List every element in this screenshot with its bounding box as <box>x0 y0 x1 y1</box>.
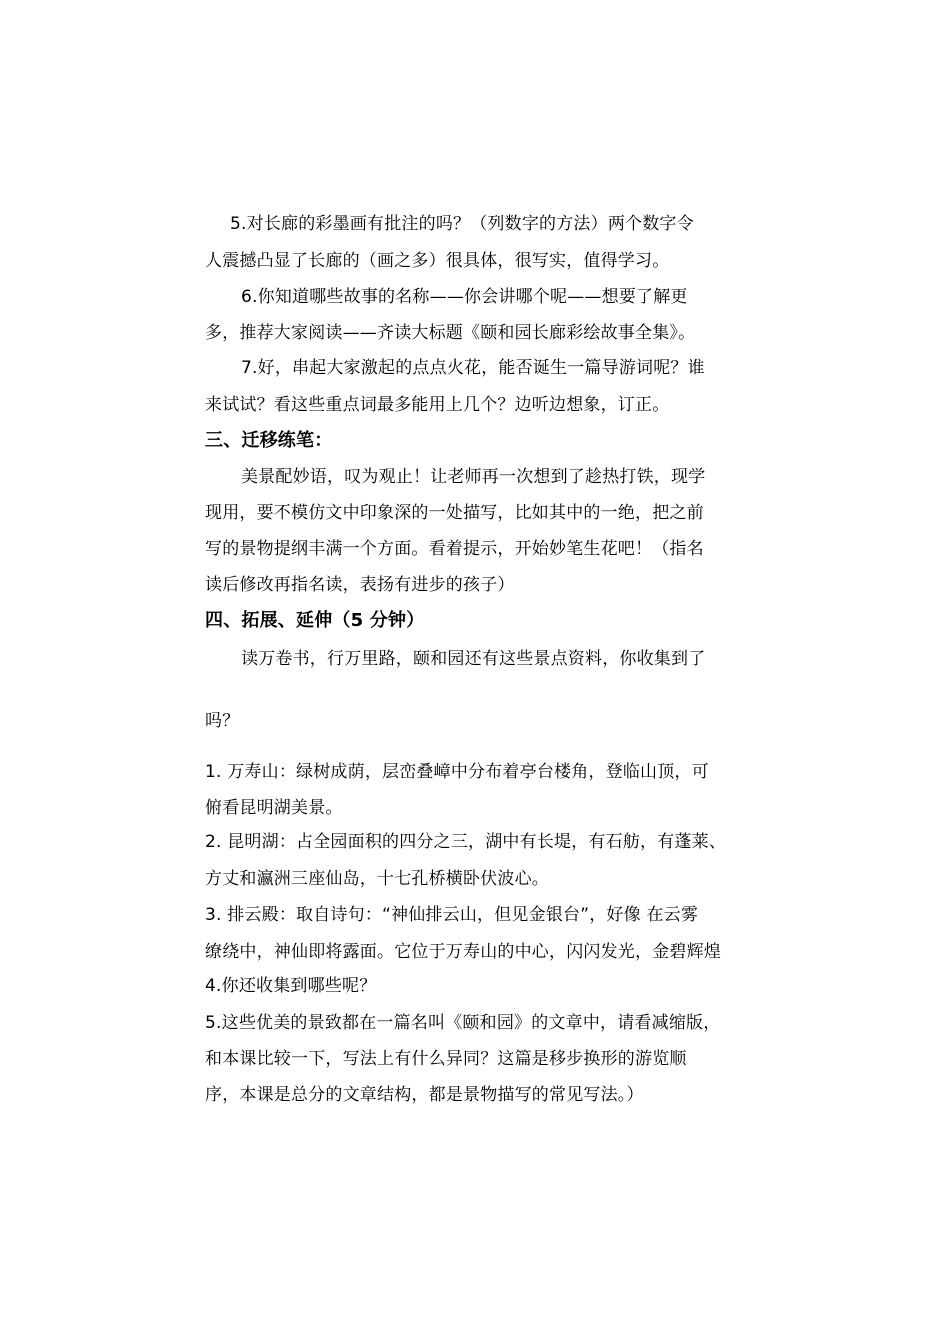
text-line-9: 现用，要不模仿文中印象深的一处描写，比如其中的一绝，把之前 <box>205 503 704 523</box>
text-line-10: 写的景物提纲丰满一个方面。看着提示，开始妙笔生花吧！（指名 <box>205 539 704 559</box>
text-line-21: 4.你还收集到哪些呢？ <box>205 976 377 996</box>
text-line-22: 5.这些优美的景致都在一篇名叫《颐和园》的文章中，请看减缩版， <box>205 1013 721 1033</box>
text-line-20: 缭绕中，神仙即将露面。它位于万寿山的中心，闪闪发光，金碧辉煌 <box>205 942 721 962</box>
text-line-4: 多，推荐大家阅读——齐读大标题《颐和园长廊彩绘故事全集》。 <box>205 323 696 343</box>
text-line-18: 方丈和瀛洲三座仙岛，十七孔桥横卧伏波心。 <box>205 869 549 889</box>
text-line-15: 1. 万寿山：绿树成荫，层峦叠嶂中分布着亭台楼角，登临山顶，可 <box>205 762 709 782</box>
text-line-14: 吗？ <box>205 711 240 731</box>
text-line-6: 来试试？看这些重点词最多能用上几个？边听边想象，订正。 <box>205 395 670 415</box>
text-line-11: 读后修改再指名读，表扬有进步的孩子） <box>205 575 515 595</box>
text-line-24: 序，本课是总分的文章结构，都是景物描写的常见写法。） <box>205 1085 644 1105</box>
text-line-1: 5.对长廊的彩墨画有批注的吗？（列数字的方法）两个数字令 <box>230 214 694 234</box>
section-heading-3: 三、迁移练笔： <box>205 430 333 451</box>
text-line-8: 美景配妙语，叹为观止！让老师再一次想到了趁热打铁，现学 <box>241 467 706 487</box>
text-line-19: 3. 排云殿：取自诗句：“神仙排云山，但见金银台”，好像 在云雾 <box>205 905 699 925</box>
section-heading-4: 四、拓展、延伸（5 分钟） <box>205 610 425 631</box>
text-line-16: 俯看昆明湖美景。 <box>205 798 343 818</box>
text-line-23: 和本课比较一下，写法上有什么异同？这篇是移步换形的游览顺 <box>205 1049 687 1069</box>
text-line-2: 人震撼凸显了长廊的（画之多）很具体，很写实，值得学习。 <box>205 251 670 271</box>
text-line-13: 读万卷书，行万里路，颐和园还有这些景点资料，你收集到了 <box>241 649 706 669</box>
text-line-3: 6.你知道哪些故事的名称——你会讲哪个呢——想要了解更 <box>241 287 688 307</box>
text-line-17: 2. 昆明湖：占全园面积的四分之三，湖中有长堤，有石舫，有蓬莱、 <box>205 832 727 852</box>
text-line-5: 7.好，串起大家激起的点点火花，能否诞生一篇导游词呢？谁 <box>241 358 705 378</box>
